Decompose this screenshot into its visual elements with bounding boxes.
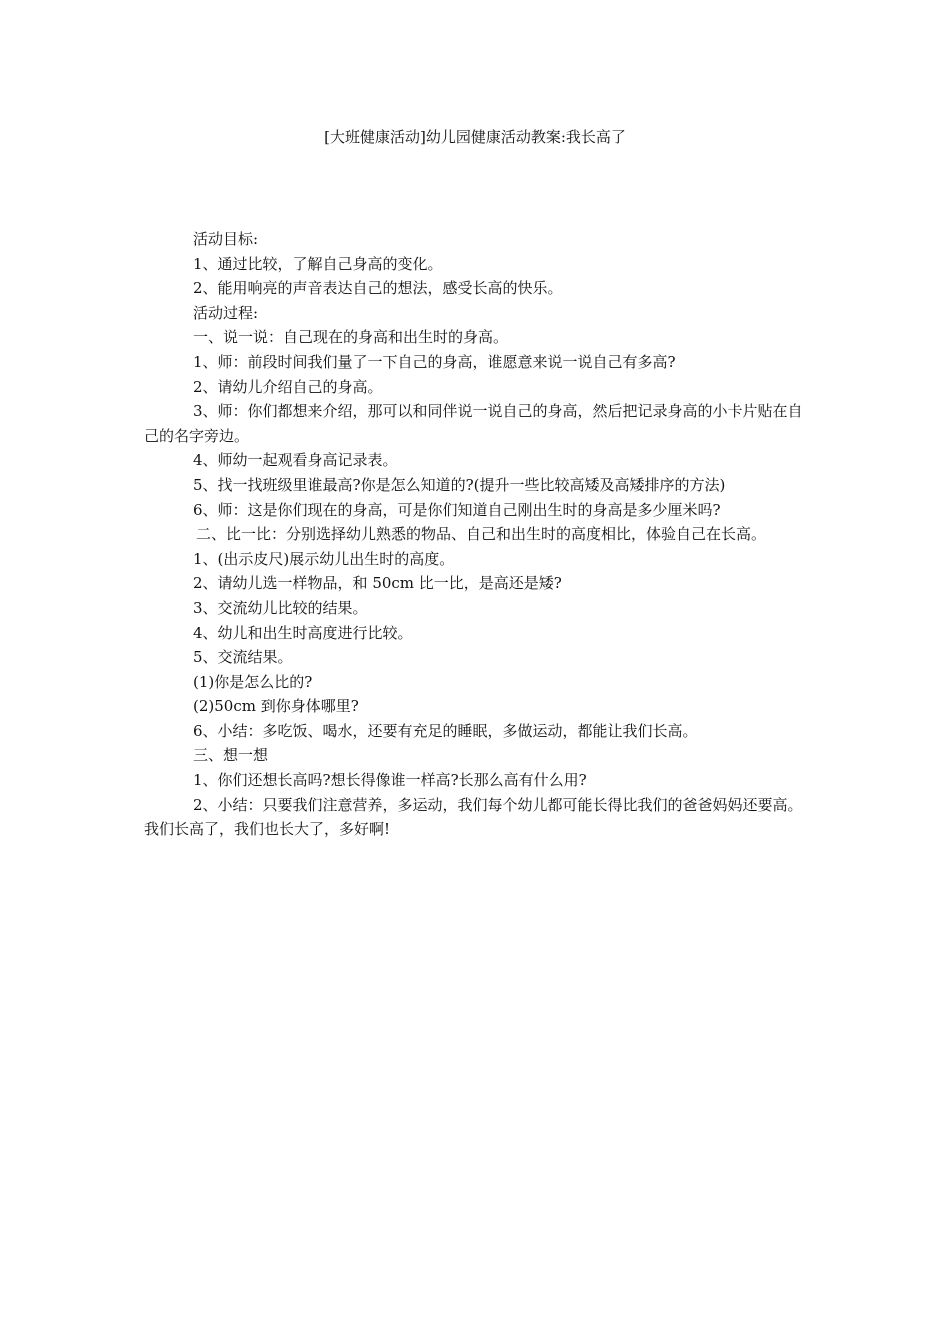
paragraph-step: 3、师：你们都想来介绍，那可以和同伴说一说自己的身高，然后把记录身高的小卡片贴在自己的名字旁边。 xyxy=(144,402,803,445)
paragraph-step: 2、请幼儿选一样物品，和 50cm 比一比，是高还是矮? xyxy=(193,574,562,593)
paragraph-objective-2: 2、能用响亮的声音表达自己的想法，感受长高的快乐。 xyxy=(193,279,563,298)
paragraph-step: 5、找一找班级里谁最高?你是怎么知道的?(提升一些比较高矮及高矮排序的方法) xyxy=(193,475,726,494)
paragraph-step: 6、小结：多吃饭、喝水，还要有充足的睡眠，多做运动，都能让我们长高。 xyxy=(193,721,698,740)
paragraph-substep: (1)你是怎么比的? xyxy=(193,672,313,691)
paragraph-step: 4、幼儿和出生时高度进行比较。 xyxy=(193,623,413,642)
paragraph-process-heading: 活动过程: xyxy=(193,303,259,322)
paragraph-substep: (2)50cm 到你身体哪里? xyxy=(193,697,359,716)
paragraph-step: 1、(出示皮尺)展示幼儿出生时的高度。 xyxy=(193,549,455,568)
paragraph-step: 6、师：这是你们现在的身高，可是你们知道自己刚出生时的身高是多少厘米吗? xyxy=(193,500,721,519)
document-body xyxy=(144,227,808,842)
paragraph-step: 1、师：前段时间我们量了一下自己的身高，谁愿意来说一说自己有多高? xyxy=(193,352,676,371)
paragraph-step: 4、师幼一起观看身高记录表。 xyxy=(193,451,398,470)
paragraph-step: 3、交流幼儿比较的结果。 xyxy=(193,598,368,617)
paragraph-step: 2、小结：只要我们注意营养，多运动，我们每个幼儿都可能长得比我们的爸爸妈妈还要高。我们长高了，我们也长大了，多好啊! xyxy=(144,795,803,839)
paragraph-section-1: 一、说一说：自己现在的身高和出生时的身高。 xyxy=(193,328,509,347)
paragraph-objectives-heading: 活动目标: xyxy=(193,230,259,248)
paragraph-step: 1、你们还想长高吗?想长得像谁一样高?长那么高有什么用? xyxy=(193,771,587,790)
paragraph-section-3: 三、想一想 xyxy=(193,746,269,765)
paragraph-section-2: 二、比一比：分别选择幼儿熟悉的物品、自己和出生时的高度相比，体验自己在长高。 xyxy=(196,525,767,544)
paragraph-objective-1: 1、通过比较，了解自己身高的变化。 xyxy=(193,254,443,273)
paragraph-step: 2、请幼儿介绍自己的身高。 xyxy=(193,377,383,396)
document-title: [大班健康活动]幼儿园健康活动教案:我长高了 xyxy=(324,128,626,146)
paragraph-step: 5、交流结果。 xyxy=(193,648,293,667)
